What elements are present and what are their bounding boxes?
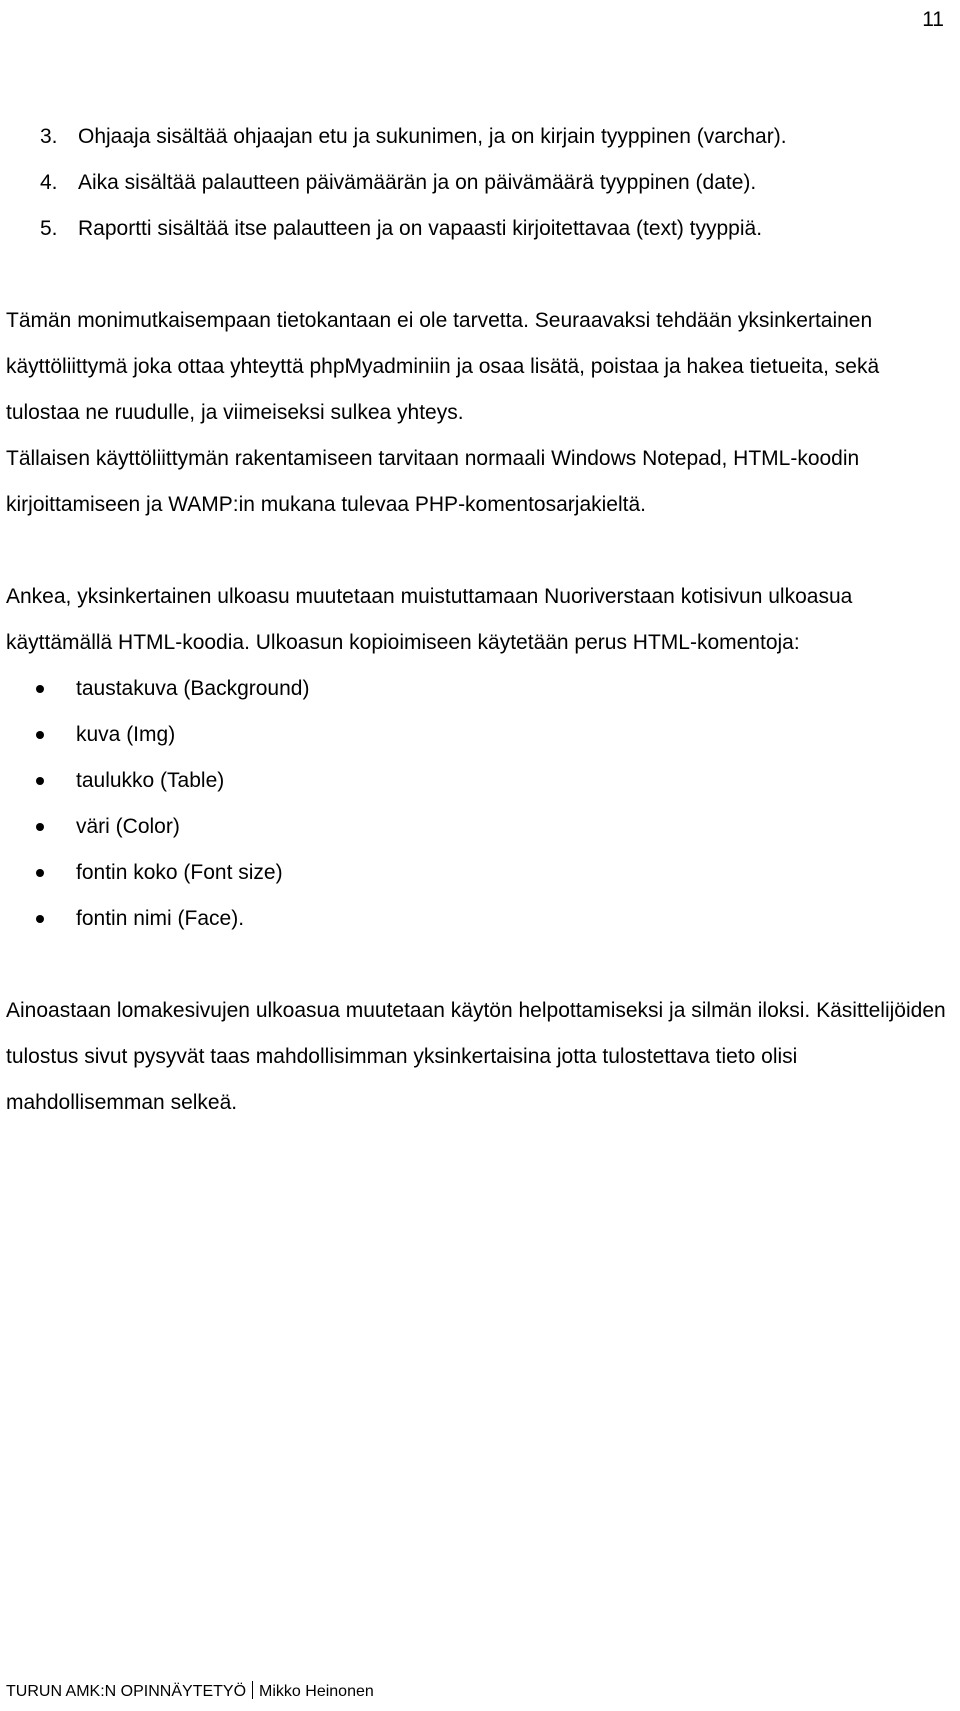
list-item-number: 4.	[40, 171, 58, 194]
list-item-text: Aika sisältää palautteen päivämäärän ja on päivämäärä tyyppinen (date).	[78, 171, 757, 194]
bullet-item	[6, 804, 946, 850]
numbered-list	[6, 114, 946, 252]
bullet-item	[6, 666, 946, 712]
bullet-item	[6, 758, 946, 804]
spacer	[6, 528, 946, 574]
bullet-item	[6, 712, 946, 758]
list-item-number: 5.	[40, 217, 58, 240]
page-number: 11	[922, 8, 944, 31]
footer-separator	[252, 1681, 253, 1699]
footer-author: Mikko Heinonen	[259, 1683, 374, 1700]
list-item	[6, 160, 946, 206]
bullet-icon	[36, 869, 44, 877]
bullet-text: väri (Color)	[76, 815, 180, 838]
bullet-icon	[36, 685, 44, 693]
bullet-icon	[36, 731, 44, 739]
list-item	[6, 114, 946, 160]
list-item	[6, 206, 946, 252]
paragraph-database: Tämän monimutkaisempaan tietokantaan ei ole tarvetta. Seuraavaksi tehdään yksinkertainen käyttöliittymä joka ottaa yhteyttä phpMyadminiin ja osaa lisätä, poistaa ja hakea tietueita, sekä tulostaa ne ruudulle, ja viimeiseksi sulkea yhteys.	[6, 309, 880, 424]
bullet-item	[6, 896, 946, 942]
bullet-text: kuva (Img)	[76, 723, 176, 746]
bullet-text: fontin koko (Font size)	[76, 861, 283, 884]
bullet-icon	[36, 915, 44, 923]
list-item-number: 3.	[40, 125, 58, 148]
spacer	[6, 252, 946, 298]
bullet-text: fontin nimi (Face).	[76, 907, 245, 930]
footer-institution: TURUN AMK:N OPINNÄYTETYÖ	[6, 1683, 247, 1700]
paragraph-tools: Tällaisen käyttöliittymän rakentamiseen tarvitaan normaali Windows Notepad, HTML-koodin kirjoittamiseen ja WAMP:in mukana tulevaa PHP-komentosarjakieltä.	[6, 447, 860, 516]
list-item-text: Ohjaaja sisältää ohjaajan etu ja sukunimen, ja on kirjain tyyppinen (varchar).	[78, 125, 787, 148]
bullet-text: taustakuva (Background)	[76, 677, 310, 700]
paragraph-layout: Ankea, yksinkertainen ulkoasu muutetaan muistuttamaan Nuoriverstaan kotisivun ulkoasua käyttämällä HTML-koodia. Ulkoasun kopioimiseen käytetään perus HTML-komentoja:	[6, 585, 853, 654]
page-content	[6, 114, 946, 1126]
paragraph-forms: Ainoastaan lomakesivujen ulkoasua muutetaan käytön helpottamiseksi ja silmän iloksi. Käsittelijöiden tulostus sivut pysyvät taas mahdollisimman yksinkertaisina jotta tulostettava tieto olisi mahdollisemman selkeä.	[6, 999, 946, 1114]
bullet-item	[6, 850, 946, 896]
spacer	[6, 942, 946, 988]
bullet-list	[6, 666, 946, 942]
list-item-text: Raportti sisältää itse palautteen ja on vapaasti kirjoitettavaa (text) tyyppiä.	[78, 217, 763, 240]
bullet-icon	[36, 823, 44, 831]
bullet-icon	[36, 777, 44, 785]
page-footer	[6, 1681, 374, 1703]
bullet-text: taulukko (Table)	[76, 769, 225, 792]
